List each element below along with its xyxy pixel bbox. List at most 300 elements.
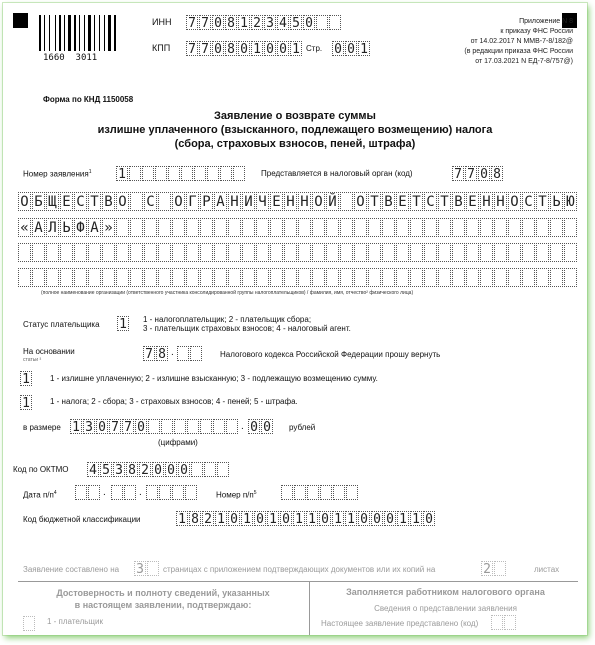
- input-cell[interactable]: [23, 616, 35, 631]
- input-cell[interactable]: 1: [116, 166, 128, 181]
- input-cell[interactable]: 3: [113, 462, 125, 477]
- input-cell[interactable]: [204, 462, 216, 477]
- input-cell[interactable]: [220, 166, 232, 181]
- input-cell[interactable]: [452, 268, 465, 287]
- payer-status-cell[interactable]: [117, 316, 130, 331]
- input-cell[interactable]: [172, 218, 185, 237]
- input-cell[interactable]: [494, 561, 506, 576]
- org-name-row[interactable]: [18, 243, 578, 262]
- input-cell[interactable]: [536, 268, 549, 287]
- input-cell[interactable]: [74, 243, 87, 262]
- input-cell[interactable]: [242, 268, 255, 287]
- input-cell[interactable]: [281, 485, 293, 500]
- input-cell[interactable]: [187, 419, 199, 434]
- input-cell[interactable]: Т: [88, 192, 101, 211]
- input-cell[interactable]: [550, 218, 563, 237]
- input-cell[interactable]: [200, 419, 212, 434]
- input-cell[interactable]: [130, 243, 143, 262]
- input-cell[interactable]: [466, 243, 479, 262]
- input-cell[interactable]: 0: [358, 511, 370, 526]
- input-cell[interactable]: [564, 268, 577, 287]
- input-cell[interactable]: [172, 485, 184, 500]
- payment-kind-cell[interactable]: [20, 395, 33, 410]
- input-cell[interactable]: [74, 268, 87, 287]
- input-cell[interactable]: 1: [70, 419, 82, 434]
- input-cell[interactable]: С: [522, 192, 535, 211]
- input-cell[interactable]: 8: [225, 41, 237, 56]
- input-cell[interactable]: Г: [186, 192, 199, 211]
- input-cell[interactable]: В: [102, 192, 115, 211]
- input-cell[interactable]: [284, 218, 297, 237]
- input-cell[interactable]: 2: [139, 462, 151, 477]
- input-cell[interactable]: [550, 268, 563, 287]
- input-cell[interactable]: С: [424, 192, 437, 211]
- input-cell[interactable]: 0: [384, 511, 396, 526]
- input-cell[interactable]: 8: [189, 511, 201, 526]
- input-cell[interactable]: О: [18, 192, 31, 211]
- input-cell[interactable]: [158, 218, 171, 237]
- input-cell[interactable]: [190, 346, 202, 361]
- input-cell[interactable]: Т: [368, 192, 381, 211]
- input-cell[interactable]: 0: [135, 419, 147, 434]
- input-cell[interactable]: [172, 268, 185, 287]
- org-name-row[interactable]: [18, 218, 578, 237]
- input-cell[interactable]: [88, 243, 101, 262]
- copies-cells[interactable]: [481, 561, 507, 576]
- input-cell[interactable]: [522, 268, 535, 287]
- article-cells[interactable]: [143, 346, 169, 361]
- application-number-cells[interactable]: [116, 166, 246, 181]
- input-cell[interactable]: Ь: [60, 218, 73, 237]
- input-cell[interactable]: [200, 268, 213, 287]
- input-cell[interactable]: С: [144, 192, 157, 211]
- input-cell[interactable]: Т: [536, 192, 549, 211]
- org-name-row[interactable]: [18, 268, 578, 287]
- input-cell[interactable]: [142, 166, 154, 181]
- input-cell[interactable]: 8: [225, 15, 237, 30]
- input-cell[interactable]: 2: [251, 15, 263, 30]
- overpaid-type-cell[interactable]: [20, 371, 33, 386]
- input-cell[interactable]: 0: [423, 511, 435, 526]
- input-cell[interactable]: [326, 268, 339, 287]
- input-cell[interactable]: [147, 561, 159, 576]
- date-month-cells[interactable]: [111, 485, 137, 500]
- input-cell[interactable]: [214, 218, 227, 237]
- input-cell[interactable]: [32, 268, 45, 287]
- input-cell[interactable]: [242, 243, 255, 262]
- input-cell[interactable]: [494, 218, 507, 237]
- input-cell[interactable]: [144, 218, 157, 237]
- input-cell[interactable]: 0: [178, 462, 190, 477]
- input-cell[interactable]: 0: [319, 511, 331, 526]
- input-cell[interactable]: [466, 218, 479, 237]
- kpp-cells[interactable]: [186, 41, 303, 56]
- input-cell[interactable]: [226, 419, 238, 434]
- input-cell[interactable]: [129, 166, 141, 181]
- input-cell[interactable]: Л: [46, 218, 59, 237]
- input-cell[interactable]: [438, 268, 451, 287]
- input-cell[interactable]: Ф: [74, 218, 87, 237]
- input-cell[interactable]: 0: [280, 511, 292, 526]
- input-cell[interactable]: [161, 419, 173, 434]
- input-cell[interactable]: 7: [452, 166, 464, 181]
- input-cell[interactable]: [480, 218, 493, 237]
- input-cell[interactable]: [316, 15, 328, 30]
- input-cell[interactable]: 0: [228, 511, 240, 526]
- input-cell[interactable]: Н: [284, 192, 297, 211]
- input-cell[interactable]: [75, 485, 87, 500]
- input-cell[interactable]: [508, 243, 521, 262]
- input-cell[interactable]: [130, 268, 143, 287]
- input-cell[interactable]: [368, 218, 381, 237]
- input-cell[interactable]: 0: [96, 419, 108, 434]
- input-cell[interactable]: Ь: [550, 192, 563, 211]
- input-cell[interactable]: [396, 268, 409, 287]
- input-cell[interactable]: 0: [248, 419, 260, 434]
- input-cell[interactable]: 1: [117, 316, 129, 331]
- input-cell[interactable]: Р: [200, 192, 213, 211]
- input-cell[interactable]: [333, 485, 345, 500]
- input-cell[interactable]: 0: [165, 462, 177, 477]
- input-cell[interactable]: [228, 268, 241, 287]
- input-cell[interactable]: Е: [396, 192, 409, 211]
- input-cell[interactable]: [214, 268, 227, 287]
- input-cell[interactable]: [18, 268, 31, 287]
- input-cell[interactable]: 1: [345, 511, 357, 526]
- input-cell[interactable]: 7: [186, 15, 198, 30]
- input-cell[interactable]: [536, 243, 549, 262]
- input-cell[interactable]: [270, 268, 283, 287]
- input-cell[interactable]: Е: [466, 192, 479, 211]
- input-cell[interactable]: [480, 268, 493, 287]
- input-cell[interactable]: [382, 243, 395, 262]
- input-cell[interactable]: [508, 268, 521, 287]
- input-cell[interactable]: 7: [465, 166, 477, 181]
- input-cell[interactable]: [158, 268, 171, 287]
- input-cell[interactable]: [504, 615, 516, 630]
- input-cell[interactable]: 0: [277, 41, 289, 56]
- input-cell[interactable]: [564, 243, 577, 262]
- input-cell[interactable]: [396, 243, 409, 262]
- input-cell[interactable]: [452, 243, 465, 262]
- input-cell[interactable]: [340, 192, 353, 211]
- input-cell[interactable]: 8: [156, 346, 168, 361]
- input-cell[interactable]: [270, 218, 283, 237]
- input-cell[interactable]: [326, 218, 339, 237]
- input-cell[interactable]: [340, 268, 353, 287]
- input-cell[interactable]: [217, 462, 229, 477]
- input-cell[interactable]: [102, 268, 115, 287]
- input-cell[interactable]: [88, 485, 100, 500]
- input-cell[interactable]: 1: [358, 41, 370, 56]
- input-cell[interactable]: 0: [238, 41, 250, 56]
- input-cell[interactable]: [307, 485, 319, 500]
- input-cell[interactable]: »: [102, 218, 115, 237]
- input-cell[interactable]: [340, 243, 353, 262]
- input-cell[interactable]: [116, 243, 129, 262]
- input-cell[interactable]: 1: [20, 371, 32, 386]
- input-cell[interactable]: 0: [345, 41, 357, 56]
- input-cell[interactable]: 0: [332, 41, 344, 56]
- input-cell[interactable]: [294, 485, 306, 500]
- input-cell[interactable]: [116, 218, 129, 237]
- input-cell[interactable]: [298, 268, 311, 287]
- input-cell[interactable]: 2: [481, 561, 493, 576]
- input-cell[interactable]: [536, 218, 549, 237]
- input-cell[interactable]: Н: [298, 192, 311, 211]
- input-cell[interactable]: [256, 268, 269, 287]
- input-cell[interactable]: [88, 268, 101, 287]
- input-cell[interactable]: [382, 218, 395, 237]
- input-cell[interactable]: [60, 243, 73, 262]
- input-cell[interactable]: [466, 268, 479, 287]
- input-cell[interactable]: [46, 268, 59, 287]
- input-cell[interactable]: [242, 218, 255, 237]
- input-cell[interactable]: [284, 243, 297, 262]
- input-cell[interactable]: Е: [270, 192, 283, 211]
- input-cell[interactable]: О: [354, 192, 367, 211]
- input-cell[interactable]: [144, 243, 157, 262]
- input-cell[interactable]: [346, 485, 358, 500]
- input-cell[interactable]: 2: [202, 511, 214, 526]
- date-year-cells[interactable]: [146, 485, 198, 500]
- input-cell[interactable]: [186, 268, 199, 287]
- input-cell[interactable]: Н: [494, 192, 507, 211]
- input-cell[interactable]: [186, 218, 199, 237]
- input-cell[interactable]: [522, 243, 535, 262]
- input-cell[interactable]: [410, 243, 423, 262]
- input-cell[interactable]: [320, 485, 332, 500]
- input-cell[interactable]: 0: [254, 511, 266, 526]
- appendix-note: [464, 17, 573, 67]
- input-cell[interactable]: [228, 243, 241, 262]
- input-cell[interactable]: [177, 346, 189, 361]
- input-cell[interactable]: 1: [332, 511, 344, 526]
- input-cell[interactable]: 7: [186, 41, 198, 56]
- input-cell[interactable]: 7: [109, 419, 121, 434]
- input-cell[interactable]: [111, 485, 123, 500]
- input-cell[interactable]: [284, 268, 297, 287]
- input-cell[interactable]: [174, 419, 186, 434]
- input-cell[interactable]: 7: [199, 41, 211, 56]
- input-cell[interactable]: [508, 218, 521, 237]
- input-cell[interactable]: [424, 243, 437, 262]
- input-cell[interactable]: [130, 218, 143, 237]
- input-cell[interactable]: [438, 218, 451, 237]
- input-cell[interactable]: 0: [212, 41, 224, 56]
- input-cell[interactable]: [452, 218, 465, 237]
- input-cell[interactable]: [550, 243, 563, 262]
- input-cell[interactable]: 3: [83, 419, 95, 434]
- input-cell[interactable]: [191, 462, 203, 477]
- input-cell[interactable]: [354, 218, 367, 237]
- input-cell[interactable]: 1: [293, 511, 305, 526]
- input-cell[interactable]: [213, 419, 225, 434]
- input-cell[interactable]: [130, 192, 143, 211]
- input-cell[interactable]: 0: [212, 15, 224, 30]
- input-cell[interactable]: Б: [32, 192, 45, 211]
- input-cell[interactable]: [298, 243, 311, 262]
- page-number-cells[interactable]: [332, 41, 371, 56]
- input-cell[interactable]: 8: [491, 166, 503, 181]
- input-cell[interactable]: 1: [20, 395, 32, 410]
- input-cell[interactable]: 7: [199, 15, 211, 30]
- input-cell[interactable]: [185, 485, 197, 500]
- barcode-bar: [44, 15, 45, 51]
- input-cell[interactable]: [354, 243, 367, 262]
- input-cell[interactable]: [368, 268, 381, 287]
- input-cell[interactable]: [326, 243, 339, 262]
- input-cell[interactable]: [368, 243, 381, 262]
- input-cell[interactable]: 5: [290, 15, 302, 30]
- input-cell[interactable]: [480, 243, 493, 262]
- input-cell[interactable]: [102, 243, 115, 262]
- input-cell[interactable]: [491, 615, 503, 630]
- input-cell[interactable]: 1: [176, 511, 188, 526]
- input-cell[interactable]: 3: [264, 15, 276, 30]
- input-cell[interactable]: 7: [143, 346, 155, 361]
- input-cell[interactable]: [494, 268, 507, 287]
- input-cell[interactable]: [124, 485, 136, 500]
- input-cell[interactable]: «: [18, 218, 31, 237]
- input-cell[interactable]: [424, 218, 437, 237]
- input-cell[interactable]: Н: [228, 192, 241, 211]
- pages-cells[interactable]: [134, 561, 160, 576]
- kbk-cells[interactable]: [176, 511, 436, 526]
- input-cell[interactable]: 4: [277, 15, 289, 30]
- input-cell[interactable]: О: [312, 192, 325, 211]
- input-cell[interactable]: О: [172, 192, 185, 211]
- input-cell[interactable]: Ю: [564, 192, 577, 211]
- input-cell[interactable]: [382, 268, 395, 287]
- input-cell[interactable]: В: [452, 192, 465, 211]
- input-cell[interactable]: [233, 166, 245, 181]
- input-cell[interactable]: [159, 485, 171, 500]
- input-cell[interactable]: [194, 166, 206, 181]
- input-cell[interactable]: [564, 218, 577, 237]
- input-cell[interactable]: [172, 243, 185, 262]
- input-cell[interactable]: 0: [264, 41, 276, 56]
- input-cell[interactable]: [522, 218, 535, 237]
- input-cell[interactable]: 1: [238, 15, 250, 30]
- input-cell[interactable]: 0: [303, 15, 315, 30]
- input-cell[interactable]: Й: [326, 192, 339, 211]
- input-cell[interactable]: 0: [261, 419, 273, 434]
- input-cell[interactable]: 1: [251, 41, 263, 56]
- input-cell[interactable]: [46, 243, 59, 262]
- input-cell[interactable]: 5: [100, 462, 112, 477]
- input-cell[interactable]: [158, 192, 171, 211]
- input-cell[interactable]: 1: [306, 511, 318, 526]
- input-cell[interactable]: [144, 268, 157, 287]
- input-cell[interactable]: 1: [410, 511, 422, 526]
- input-cell[interactable]: Щ: [46, 192, 59, 211]
- input-cell[interactable]: Т: [410, 192, 423, 211]
- input-cell[interactable]: [312, 218, 325, 237]
- input-cell[interactable]: 8: [126, 462, 138, 477]
- input-cell[interactable]: И: [242, 192, 255, 211]
- input-cell[interactable]: 7: [122, 419, 134, 434]
- input-cell[interactable]: [181, 166, 193, 181]
- input-cell[interactable]: [186, 243, 199, 262]
- input-cell[interactable]: Н: [480, 192, 493, 211]
- input-cell[interactable]: [256, 243, 269, 262]
- input-cell[interactable]: [158, 243, 171, 262]
- org-name-row[interactable]: [18, 192, 578, 211]
- input-cell[interactable]: [410, 218, 423, 237]
- input-cell[interactable]: [228, 218, 241, 237]
- input-cell[interactable]: Е: [60, 192, 73, 211]
- input-cell[interactable]: [410, 268, 423, 287]
- input-cell[interactable]: Ч: [256, 192, 269, 211]
- input-cell[interactable]: [424, 268, 437, 287]
- input-cell[interactable]: О: [508, 192, 521, 211]
- input-cell[interactable]: 1: [267, 511, 279, 526]
- input-cell[interactable]: [270, 243, 283, 262]
- footer-code-cells[interactable]: [491, 615, 517, 630]
- input-cell[interactable]: Т: [438, 192, 451, 211]
- input-cell[interactable]: А: [88, 218, 101, 237]
- input-cell[interactable]: [340, 218, 353, 237]
- tax-office-cells[interactable]: [452, 166, 504, 181]
- input-cell[interactable]: [312, 243, 325, 262]
- input-cell[interactable]: С: [74, 192, 87, 211]
- input-cell[interactable]: 1: [290, 41, 302, 56]
- input-cell[interactable]: [18, 243, 31, 262]
- input-cell[interactable]: [329, 15, 341, 30]
- inn-cells[interactable]: [186, 15, 342, 30]
- input-cell[interactable]: [146, 485, 158, 500]
- input-cell[interactable]: О: [116, 192, 129, 211]
- footer-signer-cell[interactable]: [23, 616, 36, 631]
- input-cell[interactable]: [32, 243, 45, 262]
- input-cell[interactable]: 1: [215, 511, 227, 526]
- input-cell[interactable]: [116, 268, 129, 287]
- point-cells[interactable]: [177, 346, 203, 361]
- input-cell[interactable]: 1: [241, 511, 253, 526]
- input-cell[interactable]: [148, 419, 160, 434]
- input-cell[interactable]: [494, 243, 507, 262]
- input-cell[interactable]: [354, 268, 367, 287]
- input-cell[interactable]: В: [382, 192, 395, 211]
- input-cell[interactable]: [207, 166, 219, 181]
- amount-kopecks-cells[interactable]: [248, 419, 274, 434]
- input-cell[interactable]: [256, 218, 269, 237]
- input-cell[interactable]: [312, 268, 325, 287]
- oktmo-cells[interactable]: [87, 462, 230, 477]
- input-cell[interactable]: [438, 243, 451, 262]
- amount-rubles-cells[interactable]: [70, 419, 239, 434]
- pp-number-cells[interactable]: [281, 485, 359, 500]
- input-cell[interactable]: А: [32, 218, 45, 237]
- input-cell[interactable]: 0: [371, 511, 383, 526]
- input-cell[interactable]: [60, 268, 73, 287]
- input-cell[interactable]: 0: [152, 462, 164, 477]
- input-cell[interactable]: [168, 166, 180, 181]
- date-day-cells[interactable]: [75, 485, 101, 500]
- input-cell[interactable]: 4: [87, 462, 99, 477]
- input-cell[interactable]: 1: [397, 511, 409, 526]
- input-cell[interactable]: А: [214, 192, 227, 211]
- input-cell[interactable]: [298, 218, 311, 237]
- input-cell[interactable]: 3: [134, 561, 146, 576]
- input-cell[interactable]: [155, 166, 167, 181]
- input-cell[interactable]: 0: [478, 166, 490, 181]
- input-cell[interactable]: [396, 218, 409, 237]
- input-cell[interactable]: [200, 218, 213, 237]
- input-cell[interactable]: [200, 243, 213, 262]
- input-cell[interactable]: [214, 243, 227, 262]
